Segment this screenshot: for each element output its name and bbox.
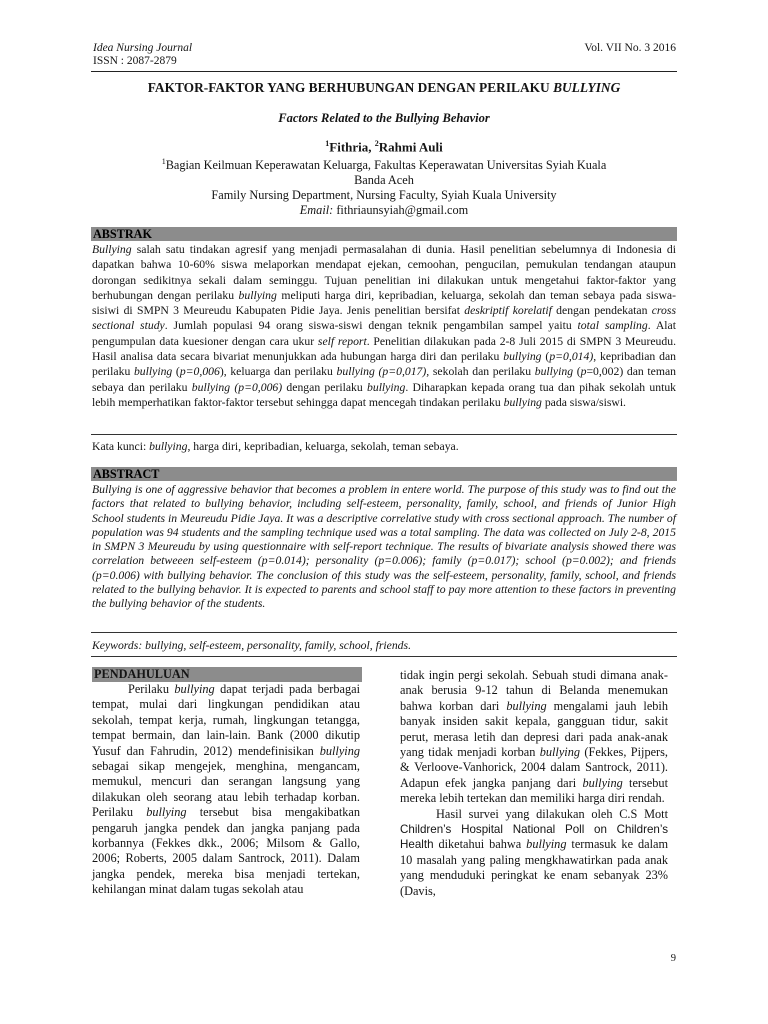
kata-kunci-rest: , harga diri, kepribadian, keluarga, sekolah, teman sebaya.	[187, 440, 459, 453]
abstrak-seg: bullying	[238, 288, 277, 302]
title-italic: BULLYING	[553, 80, 621, 95]
abstrak-seg: meliputi harga diri, kepribadian, keluarga, sekolah dan teman sebaya pada siswa-sisiwi di SMPN 3 Meureudu Kabupaten Pidie Jaya. Jenis penelitian bersifat	[92, 288, 677, 318]
email-address: fithriaunsyiah@gmail.com	[333, 203, 469, 218]
abstrak-seg: =0,002) dan teman sebaya dan perilaku	[92, 365, 676, 394]
right-seg: tidak ingin pergi sekolah. Sebuah studi dimana anak-anak berusia 9-12 tahun di Belanda menemukan bahwa korban dari	[400, 668, 668, 713]
abstract-body: Bullying is one of aggressive behavior that becomes a problem in entere world. The purpose of this study was to find out the factors that related to bullying behavior, including self-esteem, personality, family, school, and friends of Junior High School students in Meureudu Pidie Jaya. It was a descriptive correlative study with cross sectional approach. The number of population was 94 students and the sampling technique used was a total sampling. The data was collected on July 2-8, 2015 in SMPN 3 Meureudu by using questionnaire with self-report technique. The results of bivariate analysis showed there was correlation betweeen self-esteem (p=0.014); personality (p=0.006); family (p=0.017); school (p=0.002); and friends (p=0.006) with bullying behavior. The conclusion of this study was the self-esteem, personality, family, school, and friends related to the bullying behavior. It is expected to parents and school staff to pay more attention to these factors in preventing the bullying behavior of the students.	[92, 483, 676, 611]
right-paragraph-2	[400, 807, 668, 899]
page-number: 9	[670, 953, 676, 964]
abstrak-seg: total sampling	[577, 319, 648, 333]
abstrak-seg: . Diharapkan kepada orang tua dan pihak sekolah untuk lebih memperhatikan faktor-faktor tersebut sehingga dapat mencegah tindakan perilaku	[92, 380, 677, 409]
author2-sup: 2	[374, 139, 379, 148]
author1-sup: 1	[325, 139, 330, 148]
author-list	[91, 139, 677, 155]
abstrak-seg: (	[541, 350, 550, 364]
intro-seg: dapat terjadi pada berbagai tempat, mulai dari lingkungan pendidikan atau sekolah, tempat kerja, rumah, lingkungan tetangga, tempat bermain, dan lain-lain. Bank (2000 dikutip Yusuf dan Fahrudin, 2012) mendefinisikan	[92, 682, 360, 758]
kata-kunci-italic: bullying	[149, 440, 188, 453]
author2-name: Rahmi Auli	[378, 139, 443, 155]
intro-seg: bullying	[319, 743, 360, 758]
paper-subtitle: Factors Related to the Bullying Behavior	[278, 111, 490, 125]
abstrak-seg: salah satu tindakan agresif yang menjadi permasalahan di dunia. Hasil penelitian sebelumnya di Indonesia di dapatkan bahwa 10-60% siswa melaporkan mendapat ejekan, cemoohan, pengucilan, pemukulan tendangan ataupun dorongan sedikitnya sekali dalam seminggu. Tujuan penelitian ini dilakukan untuk mengetahui faktor-faktor yang berhubungan dengan perilaku	[92, 243, 676, 302]
right-paragraph-1	[400, 668, 668, 807]
volume-info: Vol. VII No. 3 2016	[584, 42, 676, 54]
right-seg: diketahui bahwa	[433, 837, 527, 852]
body-left-column	[92, 667, 360, 898]
pendahuluan-heading: PENDAHULUAN	[92, 667, 362, 682]
paper-title	[91, 80, 677, 96]
kata-kunci-top-rule	[91, 434, 677, 435]
abstrak-seg: (	[172, 365, 180, 379]
keywords	[92, 639, 676, 652]
intro-paragraph	[92, 682, 360, 898]
abstrak-body	[92, 242, 676, 410]
author1-name: Fithria,	[329, 139, 375, 155]
affiliation	[91, 154, 677, 218]
abstrak-seg: bullying (p=0,017),	[336, 365, 430, 379]
intro-seg: Perilaku	[128, 682, 175, 696]
journal-name: Idea Nursing Journal	[93, 42, 193, 54]
abstrak-seg: dengan perilaku	[282, 380, 367, 394]
email-label: Email:	[299, 203, 334, 218]
abstrak-seg: p=0,006	[179, 365, 220, 379]
right-seg: tersebut mereka lebih tertekan dan memiliki harga diri rendah.	[400, 775, 668, 806]
kata-kunci	[92, 440, 676, 453]
abstrak-seg: bullying	[133, 365, 173, 379]
affiliation-sup: 1	[161, 157, 166, 166]
abstrak-seg: p	[580, 365, 587, 379]
abstract-heading: ABSTRACT	[91, 467, 677, 481]
affiliation-line2: Banda Aceh	[354, 173, 414, 188]
abstrak-seg: p=0,014)	[549, 350, 594, 364]
abstrak-seg: cross sectional study	[92, 304, 676, 333]
keywords-top-rule	[91, 632, 677, 633]
running-header-left	[93, 42, 192, 68]
right-seg: termasuk ke dalam 10 masalah yang paling mengkhawatirkan pada anak yang menduduki peringkat ke enam sebanyak 23% (Davis,	[400, 837, 669, 898]
right-seg: bullying	[506, 698, 547, 713]
intro-seg: sebagai sikap mengejek, menghina, mengancam, memukul, mencuri dan serangan langsung yang dilakukan oleh seorang atau lebih terhadap korban. Perilaku	[92, 759, 360, 820]
affiliation-line1	[91, 154, 677, 173]
abstrak-seg: bullying	[534, 365, 574, 379]
abstrak-seg: . Penelitian dilakukan pada 2-8 Juli 2015 di SMPN 3 Meureudu. Hasil analisa data secara bivariat menunjukkan ada hubungan harga diri dan perilaku	[92, 334, 677, 364]
abstrak-seg: . Alat pengumpulan data kuesioner dengan cara ukur	[92, 319, 676, 348]
title-main: FAKTOR-FAKTOR YANG BERHUBUNGAN DENGAN PERILAKU	[147, 80, 554, 95]
keywords-text: Keywords: bullying, self-esteem, personality, family, school, friends.	[92, 639, 411, 652]
abstrak-heading: ABSTRAK	[91, 227, 677, 241]
body-right-column	[400, 668, 668, 899]
abstrak-seg: bullying	[503, 395, 542, 409]
intro-seg: bullying	[174, 682, 215, 696]
abstrak-seg: ), keluarga dan perilaku	[219, 365, 337, 379]
right-seg: bullying	[526, 837, 567, 852]
header-divider	[91, 71, 677, 72]
right-seg: (Fekkes, Pijpers, & Verloove-Vanhorick, 2004 dalam Santrock, 2011). Adapun efek jangka panjang dari	[400, 745, 669, 790]
issn: ISSN : 2087-2879	[93, 55, 177, 67]
right-seg-sans: Children’s Hospital National Poll on Children’s Health	[400, 823, 668, 852]
abstrak-seg: bullying (p=0,006)	[191, 380, 283, 394]
email-line	[91, 203, 677, 218]
right-seg: bullying	[539, 745, 581, 760]
abstrak-seg: , kepribadian dan perilaku	[92, 350, 676, 379]
affiliation-line3: Family Nursing Department, Nursing Faculty, Syiah Kuala University	[211, 188, 557, 203]
intro-seg: tersebut bisa mengakibatkan pengaruh jangka pendek dan jangka panjang pada korbannya (Fekkes dkk., 2006; Milsom & Gallo, 2006; Roberts, 2005 dalam Santrock, 2011). Dalam jangka pendek, mereka bisa menjadi tertekan, kehilangan minat dalam tugas sekolah atau	[92, 805, 361, 897]
affiliation-text1: Bagian Keilmuan Keperawatan Keluarga, Fakultas Keperawatan Universitas Syiah Kuala	[165, 158, 607, 173]
abstrak-seg: pada siswa/siswi.	[541, 395, 626, 409]
right-seg: Hasil survei yang dilakukan oleh C.S Mott	[436, 806, 668, 821]
abstrak-seg: dengan pendekatan	[551, 304, 652, 318]
abstrak-seg: bullying	[503, 350, 542, 364]
right-seg: bullying	[582, 775, 623, 790]
right-seg: mengalami jauh lebih banyak insiden sakit kepala, gangguan tidur, sakit perut, merasa letih dan depresi dari pada anak-anak yang tidak menjadi korban	[400, 698, 668, 760]
abstrak-seg: (	[573, 365, 581, 379]
abstrak-seg: self report	[317, 334, 367, 348]
keywords-bottom-rule	[91, 656, 677, 657]
abstrak-seg: sekolah dan perilaku	[429, 365, 535, 379]
abstrak-seg: . Jumlah populasi 94 orang siswa-siswi dengan teknik pengambilan sampel yaitu	[164, 319, 578, 333]
kata-kunci-label: Kata kunci:	[92, 440, 150, 453]
abstrak-seg: Bullying	[92, 243, 132, 256]
abstrak-seg: deskriptif korelatif	[464, 304, 552, 318]
abstrak-seg: bullying	[367, 380, 406, 394]
intro-seg: bullying	[146, 805, 187, 820]
